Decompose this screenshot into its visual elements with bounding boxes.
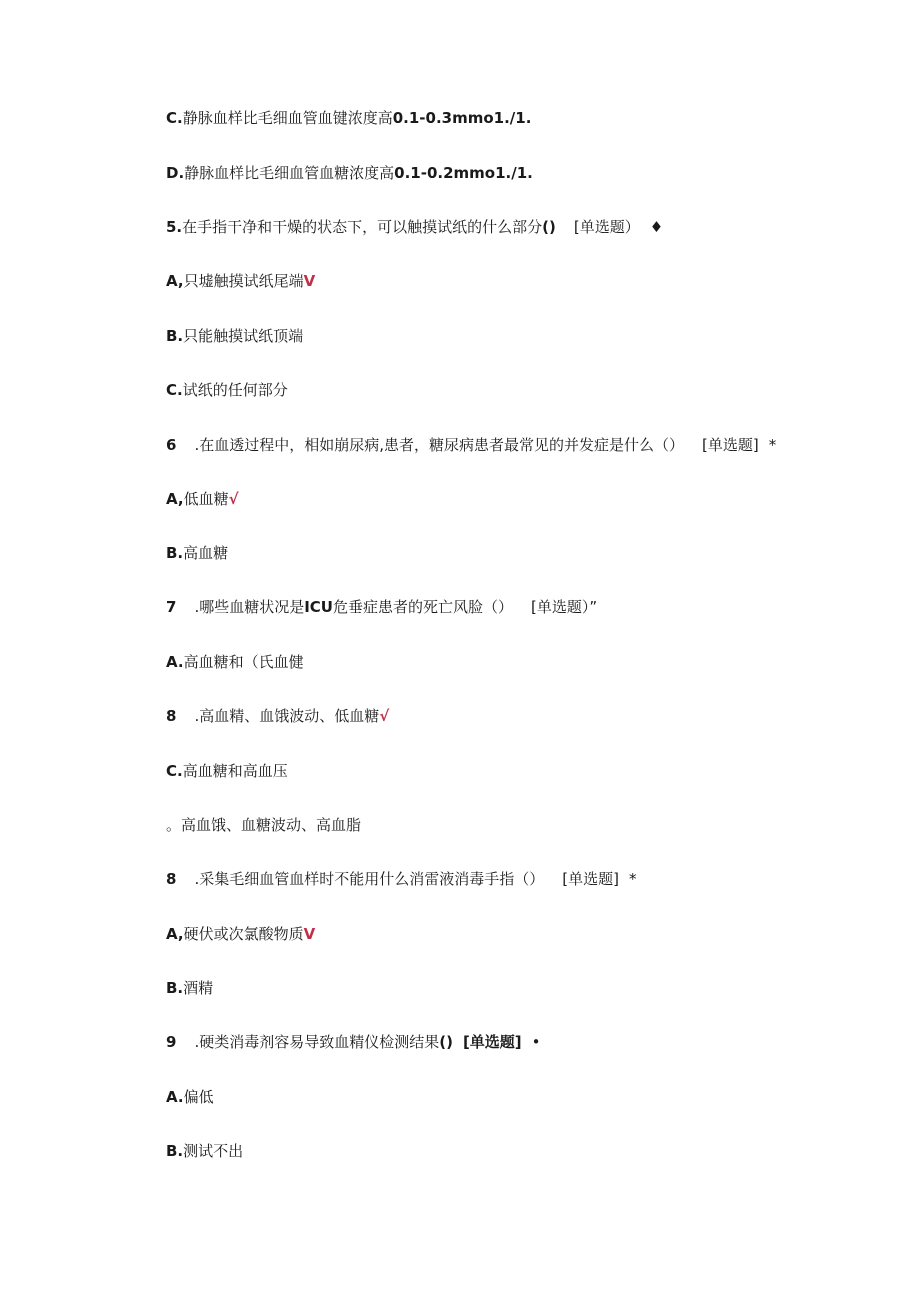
question-7 — [166, 597, 597, 617]
question-type-tag: [单选题] — [701, 436, 759, 454]
option-a-q7 — [166, 652, 304, 672]
option-value: 0.1-0.3mmo1./1. — [392, 109, 532, 127]
option-a-q9 — [166, 1087, 214, 1107]
option-text: 高血糖和（氏血健 — [183, 653, 304, 671]
option-d-venous-glucose — [166, 163, 533, 183]
option-letter: A, — [166, 490, 184, 508]
question-tail-mark: ♦ — [649, 218, 664, 236]
question-tail-mark: * — [628, 870, 637, 888]
option-number: 8 — [166, 707, 177, 725]
question-tail-mark: • — [531, 1033, 541, 1051]
question-text: .硬类消毒剂容易导致血精仪检测结果 — [194, 1033, 440, 1051]
option-a-q6 — [166, 489, 239, 509]
option-letter: A, — [166, 925, 184, 943]
option-text: 低血糖 — [183, 490, 229, 508]
option-c-q7 — [166, 761, 288, 781]
option-text: 偏低 — [183, 1088, 214, 1106]
option-letter: C. — [166, 762, 183, 780]
question-number: 6 — [166, 436, 177, 454]
question-type-tag: [单选题）” — [531, 598, 598, 616]
question-8 — [166, 869, 636, 889]
question-number: 8 — [166, 870, 177, 888]
correct-answer-mark: V — [303, 272, 316, 290]
option-text: 试纸的任何部分 — [182, 381, 288, 399]
question-text: .采集毛细血管血样时不能用什么消雷液消毒手指（） — [194, 870, 545, 888]
option-letter: C. — [166, 109, 183, 127]
question-5 — [166, 217, 663, 237]
option-text: 高血糖和高血压 — [182, 762, 288, 780]
question-type-tag: [单选题] — [462, 1033, 522, 1051]
question-text-continued: 危垂症患者的死亡风脸（） — [333, 598, 514, 616]
question-type-tag: [单选题） — [573, 218, 640, 236]
question-number: 5. — [166, 218, 183, 236]
option-text: 只墟触摸试纸尾端 — [183, 272, 304, 290]
option-letter: B. — [166, 327, 184, 345]
question-number: 9 — [166, 1033, 177, 1051]
option-b-q8 — [166, 978, 213, 998]
option-a-q8 — [166, 924, 315, 944]
option-value: 0.1-0.2mmo1./1. — [394, 164, 533, 182]
option-text: 酒精 — [183, 979, 214, 997]
option-b-q9 — [166, 1141, 243, 1161]
option-text: 只能触摸试纸顶端 — [183, 327, 304, 345]
option-text: 硬伏或次氯酸物质 — [183, 925, 304, 943]
option-letter: B. — [166, 979, 184, 997]
option-text: 高血糖 — [183, 544, 229, 562]
option-letter: B. — [166, 544, 184, 562]
question-type-tag: [单选题] — [562, 870, 619, 888]
option-letter: D. — [166, 164, 185, 182]
question-paren: () — [439, 1033, 453, 1051]
option-c-venous-ketone — [166, 108, 531, 128]
option-b-q5 — [166, 326, 303, 346]
option-text: 高血饿、血糖波动、高血脂 — [181, 816, 362, 834]
question-number: 7 — [166, 598, 177, 616]
option-b-q6 — [166, 543, 228, 563]
option-text: 静脉血样比毛细血管血糖浓度高 — [184, 164, 395, 182]
question-6 — [166, 435, 776, 455]
correct-answer-mark: √ — [228, 490, 239, 508]
question-text: .在血透过程中，相如崩尿病,患者，糖尿病患者最常见的并发症是什么（） — [194, 436, 684, 454]
question-paren: () — [542, 218, 556, 236]
question-9 — [166, 1032, 541, 1052]
option-b-q7 — [166, 706, 389, 726]
option-letter: A, — [166, 272, 184, 290]
question-text: 在手指干净和干燥的状态下，可以触摸试纸的什么部分 — [182, 218, 543, 236]
option-a-q5 — [166, 271, 315, 291]
option-letter: B. — [166, 1142, 184, 1160]
option-text: 静脉血样比毛细血管血键浓度高 — [182, 109, 393, 127]
option-letter: C. — [166, 381, 183, 399]
option-c-q5 — [166, 380, 288, 400]
option-text: .高血精、血饿波动、低血糖 — [194, 707, 380, 725]
correct-answer-mark: V — [303, 925, 316, 943]
option-letter: A. — [166, 653, 184, 671]
option-d-q7 — [166, 815, 361, 835]
question-text-bold: ICU — [304, 598, 333, 616]
option-text: 测试不出 — [183, 1142, 244, 1160]
question-tail-mark: * — [768, 436, 777, 454]
correct-answer-mark: √ — [379, 707, 390, 725]
option-letter: A. — [166, 1088, 184, 1106]
option-letter: 。 — [166, 816, 182, 834]
question-text: .哪些血糖状况是 — [194, 598, 305, 616]
